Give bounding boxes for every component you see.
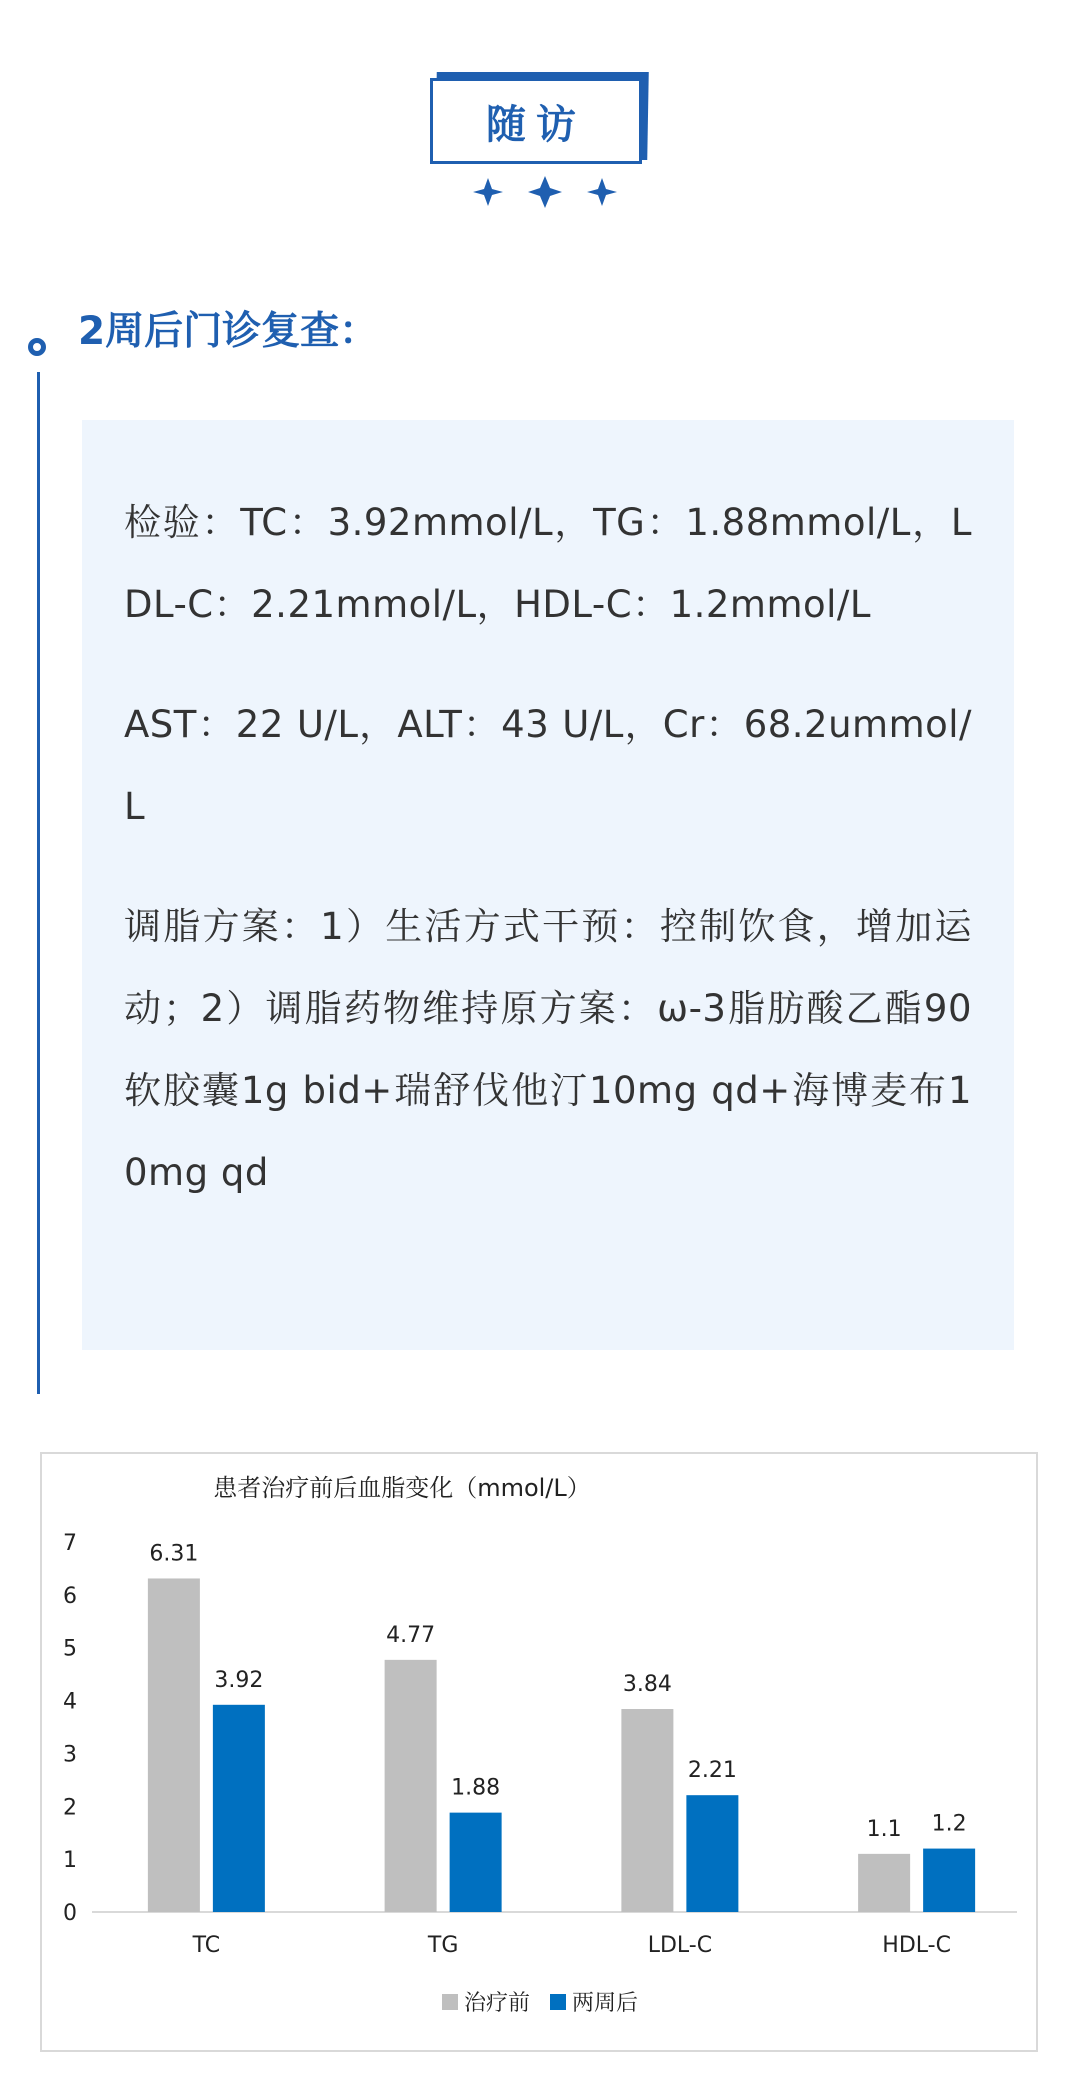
data-label: 1.2 bbox=[931, 1811, 967, 1837]
y-tick-label: 5 bbox=[63, 1636, 77, 1662]
bar-hdl-c-before bbox=[858, 1854, 910, 1912]
data-label: 1.1 bbox=[866, 1816, 902, 1842]
legend-label: 两周后 bbox=[572, 1991, 639, 2016]
y-tick-label: 7 bbox=[63, 1531, 77, 1556]
bar-tg-after bbox=[450, 1813, 502, 1912]
y-tick-label: 3 bbox=[63, 1742, 77, 1768]
chart-title: 患者治疗前后血脂变化（mmol/L） bbox=[213, 1474, 591, 1502]
followup-content-box bbox=[82, 420, 1014, 1350]
bar-hdl-c-after bbox=[923, 1849, 975, 1912]
lipid-chart bbox=[40, 1452, 1038, 2052]
data-label: 3.84 bbox=[622, 1672, 672, 1698]
x-tick-label: TG bbox=[427, 1933, 459, 1958]
timeline-line bbox=[37, 372, 40, 1394]
data-label: 3.92 bbox=[214, 1667, 264, 1693]
lab-results-paragraph: 检验：TC：3.92mmol/L，TG：1.88mmol/L，LDL-C：2.21mmol/L，HDL-C：1.2mmol/L bbox=[124, 501, 972, 626]
bar-ldl-c-before bbox=[621, 1709, 673, 1912]
treatment-plan-paragraph: 调脂方案：1）生活方式干预：控制饮食，增加运动；2）调脂药物维持原方案：ω-3脂肪酸乙酯90软胶囊1g bid+瑞舒伐他汀10mg qd+海博麦布10mg qd bbox=[124, 905, 972, 1194]
data-label: 1.88 bbox=[451, 1775, 501, 1801]
y-tick-label: 1 bbox=[63, 1848, 77, 1874]
data-label: 4.77 bbox=[386, 1622, 436, 1648]
liver-kidney-paragraph: AST：22 U/L，ALT：43 U/L，Cr：68.2ummol/L bbox=[124, 703, 972, 828]
x-tick-label: TC bbox=[192, 1933, 221, 1958]
bar-tc-before bbox=[148, 1578, 200, 1912]
bar-tc-after bbox=[213, 1705, 265, 1912]
x-tick-label: LDL-C bbox=[647, 1933, 713, 1958]
bar-tg-before bbox=[385, 1660, 437, 1912]
chart-canvas bbox=[42, 1454, 1036, 2050]
data-label: 2.21 bbox=[687, 1758, 737, 1784]
badge-label: 随访 bbox=[430, 78, 642, 164]
timeline-dot-icon bbox=[28, 338, 46, 356]
bar-ldl-c-after bbox=[686, 1795, 738, 1912]
y-tick-label: 4 bbox=[63, 1689, 77, 1715]
legend-swatch bbox=[550, 1994, 566, 2010]
y-tick-label: 6 bbox=[63, 1583, 77, 1609]
data-label: 6.31 bbox=[149, 1541, 199, 1567]
x-tick-label: HDL-C bbox=[882, 1933, 951, 1958]
legend-swatch bbox=[442, 1994, 458, 2010]
legend-label: 治疗前 bbox=[464, 1991, 531, 2016]
chart-marks bbox=[63, 1531, 1017, 2016]
y-tick-label: 0 bbox=[63, 1901, 77, 1926]
section-title: 2周后门诊复查： bbox=[78, 309, 379, 354]
star-decoration-icon bbox=[470, 174, 620, 210]
section-badge bbox=[430, 72, 650, 212]
y-tick-label: 2 bbox=[63, 1795, 77, 1821]
